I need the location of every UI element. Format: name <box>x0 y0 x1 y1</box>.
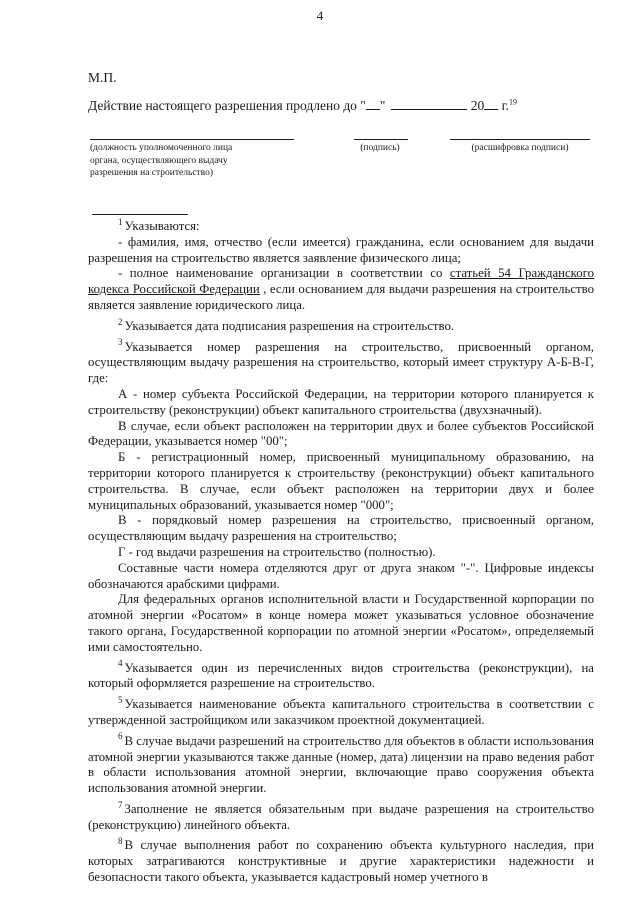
footnote-1-link-para: - полное наименование организации в соответствии со статьей 54 Гражданского кодекса Российской Федерации , если основанием для выдачи разрешения на строительство является заявление юридического лица. <box>88 266 594 312</box>
footnote-mark-6: 6 <box>118 731 123 742</box>
position-label: (должность уполномоченного лица органа, осуществляющего выдачу разрешения на строительство) <box>90 143 233 178</box>
quote-mid: " <box>379 98 386 113</box>
civil-code-link[interactable]: статьей 54 Гражданского кодекса Российской Федерации <box>88 266 594 297</box>
footnote-4-text: Указывается один из перечисленных видов строительства (реконструкции), на который оформляется разрешение на строительство. <box>88 660 594 691</box>
footnote-3-text-5: Г - год выдачи разрешения на строительство (полностью). <box>118 544 436 559</box>
footnote-1-text-1: - фамилия, имя, отчество (если имеется) гражданина, если основанием для выдачи разрешения на строительство является заявление физического лица; <box>88 234 594 265</box>
footnote-3-text-7: Для федеральных органов исполнительной власти и Государственной корпорации по атомной энергии «Росатом» в конце номера может указываться условное обозначение такого органа, Государственной корпорации по атомной энергии «Росатом», определяемый ими самостоятельно. <box>88 592 594 654</box>
footnote-2-text: Указывается дата подписания разрешения на строительство. <box>124 318 455 333</box>
extension-line <box>88 96 517 114</box>
footnote-3-text-1: А - номер субъекта Российской Федерации, на территории которого планируется к строительству (реконструкции) объект капитального строительства (двухзначный). <box>88 386 594 417</box>
footnote-3-text-0: Указывается номер разрешения на строительство, присвоенный органом, осуществляющим выдачу разрешения на строительство, который имеет структуру А-Б-В-Г, где: <box>88 339 594 386</box>
signature-line <box>354 139 408 140</box>
footnote-3-text-3: Б - регистрационный номер, присвоенный муниципальному образованию, на территории которого планируется к строительству (реконструкции) объект капитального строительства. В случае, если объект расположен на территории двух и более муниципальных образований, указывается номер "000"; <box>88 450 594 512</box>
day-blank <box>366 96 380 110</box>
month-blank <box>391 96 467 110</box>
footnote-mark-1: 1 <box>118 216 123 227</box>
footnote-8-text: В случае выполнения работ по сохранению объекта культурного наследия, при которых затрагиваются конструктивные и другие характеристики надежности и безопасности такого объекта, указывается кадастровый номер учетного в <box>88 838 594 885</box>
extension-text: Действие настоящего разрешения продлено до " <box>88 98 366 113</box>
footnote-mark-2: 2 <box>118 316 123 327</box>
footnote-3-text-4: В - порядковый номер разрешения на строительство, присвоенный органом, осуществляющим выдачу разрешения на строительство; <box>88 513 594 544</box>
footnote-mark-5: 5 <box>118 694 123 705</box>
footnote-5-text: Указывается наименование объекта капитального строительства в соответствии с утвержденной застройщиком или заказчиком проектной документацией. <box>88 697 594 727</box>
footnote-mark-4: 4 <box>118 658 123 669</box>
page-number: 4 <box>316 8 324 23</box>
footnote-3-text-6: Составные части номера отделяются друг от друга знаком "-". Цифровые индексы обозначаются арабскими цифрами. <box>88 560 594 591</box>
footnotes <box>88 216 594 886</box>
footnote-6-text: В случае выдачи разрешений на строительство для объектов в области использования атомной энергии указываются также данные (номер, дата) лицензии на право ведения работ в области использования атомной энергии, включающие право сооружения объекта использования атомной энергии. <box>88 733 594 796</box>
footnote-separator <box>92 214 188 215</box>
decoding-label: (расшифровка подписи) <box>471 143 569 153</box>
footnote-mark-3: 3 <box>118 337 123 348</box>
decoding-line <box>450 139 590 140</box>
footnote-1-text-0: Указываются: <box>124 219 200 233</box>
year-suffix: г. <box>501 98 509 113</box>
year-prefix: 20 <box>470 98 485 113</box>
position-line <box>90 139 294 140</box>
footnote-3-text-2: В случае, если объект расположен на территории двух и более субъектов Российской Федерации, указывается номер "00"; <box>88 418 594 449</box>
footnote-mark-8: 8 <box>118 836 123 847</box>
stamp-place-label: М.П. <box>88 70 117 85</box>
year-blank <box>484 96 498 110</box>
footnote-mark-7: 7 <box>118 799 123 810</box>
footnote-ref-19: 19 <box>508 97 517 107</box>
signature-label: (подпись) <box>360 143 400 153</box>
footnote-7-text: Заполнение не является обязательным при выдаче разрешения на строительство (реконструкцию) линейного объекта. <box>88 801 594 832</box>
